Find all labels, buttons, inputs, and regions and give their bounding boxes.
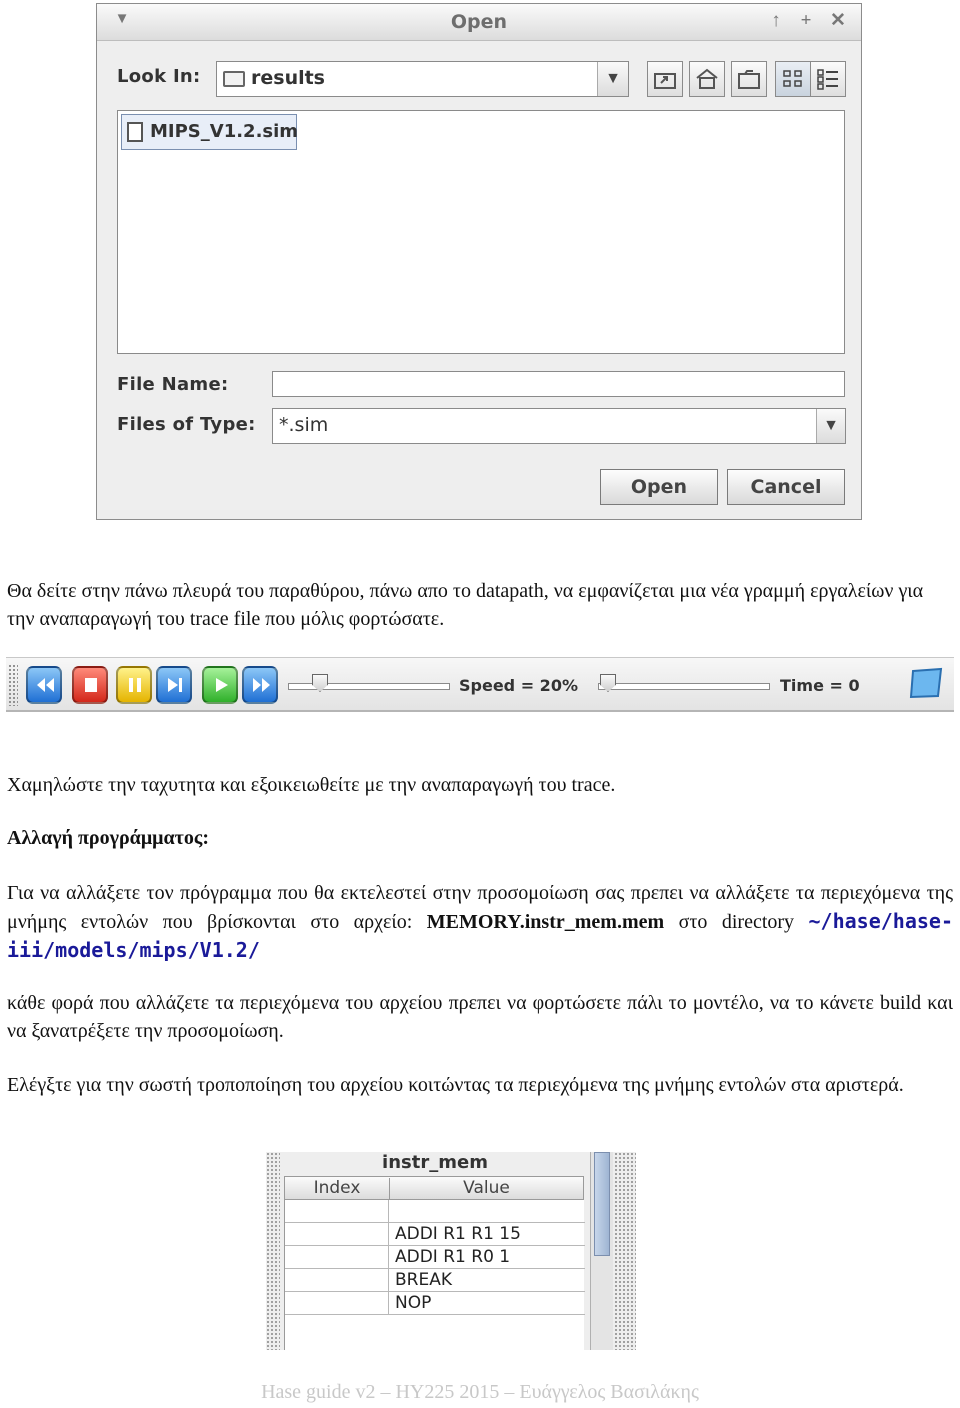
window-maximize-icon[interactable]: + <box>800 10 812 31</box>
paragraph-change-program <box>7 879 953 965</box>
new-folder-button[interactable] <box>731 61 767 97</box>
rewind-icon <box>34 675 56 695</box>
cancel-button[interactable]: Cancel <box>727 469 845 505</box>
files-of-type-value: *.sim <box>279 414 329 436</box>
instr-mem-title: instr_mem <box>382 1152 488 1173</box>
file-list-item[interactable] <box>121 114 297 150</box>
files-of-type-label: Files of Type: <box>117 414 256 435</box>
table-cell-value: NOP <box>395 1293 432 1313</box>
table-cell-index <box>285 1200 389 1223</box>
dialog-titlebar[interactable] <box>97 4 861 41</box>
p3-text-b: στο directory <box>664 911 809 933</box>
table-cell-index <box>285 1246 389 1269</box>
dialog-title: Open <box>450 11 508 33</box>
chevron-down-icon[interactable]: ▼ <box>816 409 845 443</box>
directory-path: ~/hase/hase-iii/models/mips/V1.2/ <box>7 909 953 962</box>
step-button[interactable] <box>156 666 192 704</box>
home-icon <box>695 67 719 91</box>
section-heading: Αλλαγή προγράμματος: <box>7 827 210 849</box>
time-slider-track[interactable] <box>598 683 770 690</box>
table-cell-value: ADDI R1 R0 1 <box>395 1247 511 1267</box>
p3-text-a: Για να αλλάξετε τον πρόγραμμα που θα εκτελεστεί στην προσομοίωση σας πρεπει να αλλάξετε τα περιεχόμενα της μνήμης εντολών που βρίσκονται στο αρχείο: <box>7 882 953 933</box>
details-view-button[interactable] <box>810 61 846 97</box>
list-view-button[interactable] <box>775 61 811 97</box>
file-name-label: File Name: <box>117 374 229 395</box>
fast-forward-button[interactable] <box>242 666 278 704</box>
table-header <box>284 1176 584 1200</box>
list-view-icon <box>781 67 805 91</box>
table-row[interactable] <box>285 1223 585 1246</box>
table-row[interactable] <box>285 1269 585 1292</box>
look-in-combo[interactable] <box>216 61 629 97</box>
look-in-value: results <box>251 67 325 89</box>
panel-grip-right[interactable] <box>614 1152 636 1350</box>
file-icon <box>127 122 143 142</box>
pause-button[interactable] <box>116 666 152 704</box>
table-row[interactable] <box>285 1200 585 1223</box>
window-up-icon[interactable]: ↑ <box>771 10 781 31</box>
table-cell-value: BREAK <box>395 1270 452 1290</box>
look-in-label: Look In: <box>117 66 201 87</box>
speed-label: Speed = 20% <box>459 676 578 695</box>
up-folder-button[interactable] <box>647 61 683 97</box>
scrollbar-thumb[interactable] <box>594 1152 610 1256</box>
file-list[interactable] <box>117 110 845 354</box>
details-view-icon <box>816 67 840 91</box>
file-name-input[interactable] <box>272 371 845 397</box>
up-folder-icon <box>653 67 677 91</box>
page-footer: Hase guide v2 – HY225 2015 – Ευάγγελος Βασιλάκης <box>261 1381 699 1403</box>
column-header-value[interactable]: Value <box>463 1178 510 1198</box>
pause-icon <box>124 675 146 695</box>
fast-forward-icon <box>250 675 272 695</box>
table-cell-index <box>285 1223 389 1246</box>
stop-button[interactable] <box>72 666 108 704</box>
play-icon <box>210 675 232 695</box>
window-close-icon[interactable]: ✕ <box>830 10 846 31</box>
step-icon <box>164 675 186 695</box>
rewind-button[interactable] <box>26 666 62 704</box>
vertical-scrollbar[interactable] <box>590 1152 613 1350</box>
folder-icon <box>223 71 245 87</box>
home-button[interactable] <box>689 61 725 97</box>
panel-grip[interactable] <box>266 1152 280 1350</box>
table-cell-value: ADDI R1 R1 15 <box>395 1224 521 1244</box>
files-of-type-combo[interactable] <box>272 408 846 444</box>
paragraph-toolbar-intro: Θα δείτε στην πάνω πλευρά του παραθύρου, πάνω απο το datapath, να εμφανίζεται μια νέα γραμμή εργαλείων για την αναπαραγωγή του trace file που μόλις φορτώσατε. <box>7 580 924 630</box>
paragraph-reload-model: κάθε φορά που αλλάζετε τα περιεχόμενα του αρχείου πρεπει να φορτώσετε πάλι το μοντέλο, να το κάνετε build και να ξανατρέξετε την προσομοίωση. <box>7 992 953 1042</box>
window-menu-icon[interactable]: ▼ <box>114 11 130 27</box>
playback-toolbar <box>6 657 954 712</box>
stop-icon <box>80 675 102 695</box>
paragraph-check-memory: Ελέγξτε για την σωστή τροποποίηση του αρχείου κοιτώντας τα περιεχόμενα της μνήμης εντολών στα αριστερά. <box>7 1074 904 1096</box>
new-folder-icon <box>737 67 761 91</box>
paragraph-lower-speed: Χαμηλώστε την ταχυτητα και εξοικειωθείτε με την αναπαραγωγή του trace. <box>7 774 616 796</box>
table-cell-index <box>285 1292 389 1315</box>
table-cell-index <box>285 1269 389 1292</box>
chevron-down-icon[interactable]: ▼ <box>597 62 628 96</box>
memory-file-name: MEMORY.instr_mem.mem <box>426 911 665 933</box>
table-row[interactable] <box>285 1292 585 1315</box>
time-label: Time = 0 <box>780 676 860 695</box>
column-header-index[interactable]: Index <box>285 1178 390 1200</box>
open-button[interactable]: Open <box>600 469 718 505</box>
instr-mem-panel <box>266 1152 636 1350</box>
screen-button[interactable] <box>908 666 946 702</box>
table-row[interactable] <box>285 1246 585 1269</box>
file-name: MIPS_V1.2.sim <box>150 121 299 142</box>
screen-icon <box>908 666 946 702</box>
toolbar-grip[interactable] <box>8 664 18 706</box>
play-button[interactable] <box>202 666 238 704</box>
table-body <box>284 1200 584 1350</box>
open-dialog <box>96 3 862 520</box>
